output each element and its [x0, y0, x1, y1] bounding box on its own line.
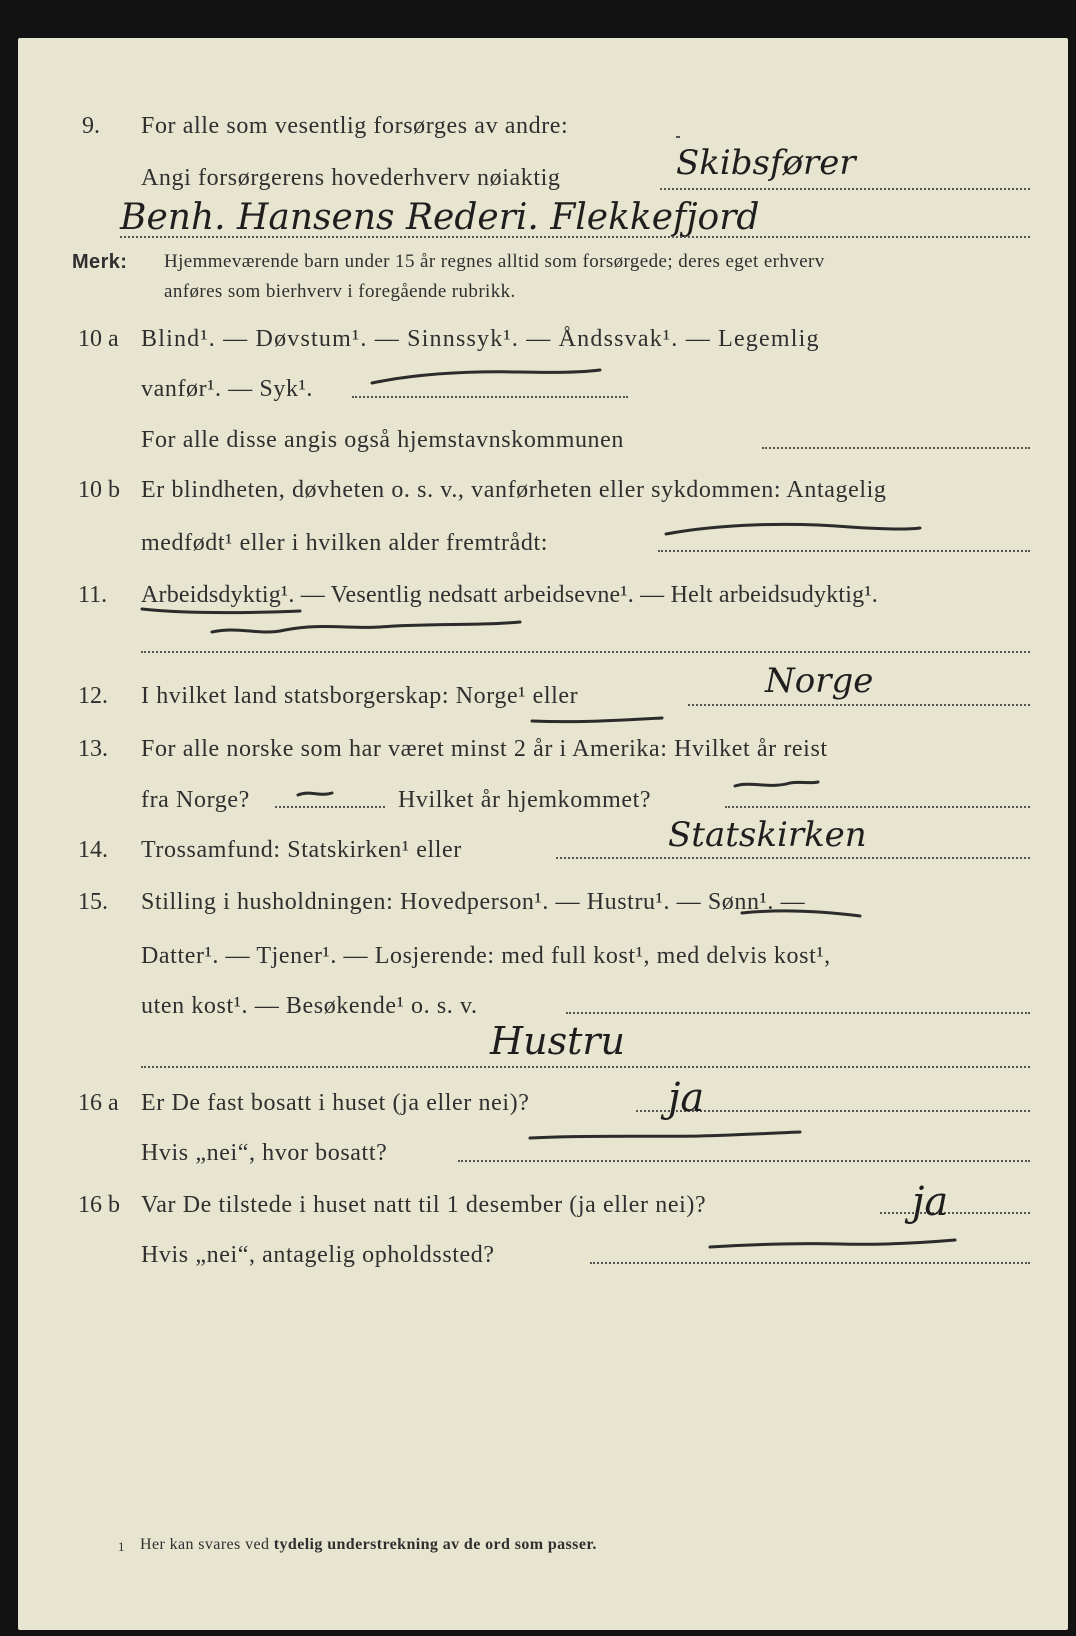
q16a-line1: Er De fast bosatt i huset (ja eller nei)?	[141, 1090, 530, 1116]
q10a-line2: vanfør¹. — Syk¹.	[141, 376, 313, 402]
q16a-answer: ja	[668, 1075, 705, 1121]
q16a-number: 16 a	[78, 1090, 119, 1116]
q15-number: 15.	[78, 889, 108, 915]
q15-answer-line2	[141, 1066, 1030, 1068]
q14-line1: Trossamfund: Statskirken¹ eller	[141, 837, 462, 863]
q14-number: 14.	[78, 837, 108, 863]
q11-number: 11.	[78, 582, 108, 608]
q16b-answer: ja	[912, 1179, 949, 1225]
q13-number: 13.	[78, 736, 108, 762]
q16a-line2: Hvis „nei“, hvor bosatt?	[141, 1140, 388, 1166]
q10a-hometown-line	[762, 447, 1030, 449]
merk-line1: Hjemmeværende barn under 15 år regnes alltid som forsørgede; deres eget erhverv	[164, 251, 825, 272]
q15-line3: uten kost¹. — Besøkende¹ o. s. v.	[141, 993, 478, 1019]
q13-left-year-line	[275, 806, 385, 808]
q10a-line1: Blind¹. — Døvstum¹. — Sinnssyk¹. — Åndssvak¹. — Legemlig	[141, 326, 820, 352]
q9-answer-line1	[676, 136, 680, 138]
q9-answer-employer: Benh. Hansens Rederi. Flekkefjord	[120, 197, 760, 238]
q9-question-line2: Angi forsørgerens hovederhverv nøiaktig	[141, 165, 561, 191]
q10b-number: 10 b	[78, 477, 120, 503]
q15-answer-line1	[566, 1012, 1030, 1014]
footnote-marker: 1	[118, 1539, 125, 1554]
footnote-text	[140, 1536, 597, 1554]
q13-line1: For alle norske som har været minst 2 år i Amerika: Hvilket år reist	[141, 736, 828, 762]
q16b-location-line	[590, 1262, 1030, 1264]
q15-answer: Hustru	[490, 1019, 626, 1063]
q9-answer-line2	[660, 188, 1030, 190]
q10a-line3: For alle disse angis også hjemstavnskommunen	[141, 427, 625, 453]
q10b-answer-line	[658, 550, 1030, 552]
q10a-answer-line	[352, 396, 628, 398]
q11-answer-line	[141, 651, 1030, 653]
q12-answer: Norge	[765, 661, 874, 701]
merk-label: Merk:	[72, 251, 128, 273]
q13-line2b: Hvilket år hjemkommet?	[398, 787, 652, 813]
q11-line1: Arbeidsdyktig¹. — Vesentlig nedsatt arbeidsevne¹. — Helt arbeidsudyktig¹.	[141, 582, 878, 608]
q12-line1: I hvilket land statsborgerskap: Norge¹ eller	[141, 683, 579, 709]
q9-answer-line3	[120, 236, 1030, 238]
q16a-residence-line	[458, 1160, 1030, 1162]
q16b-line2: Hvis „nei“, antagelig opholdssted?	[141, 1242, 495, 1268]
q16b-number: 16 b	[78, 1192, 120, 1218]
footnote-text-plain: Her kan svares ved	[140, 1536, 270, 1553]
q13-line2a: fra Norge?	[141, 787, 250, 813]
q12-number: 12.	[78, 683, 108, 709]
q14-answer-line	[556, 857, 1030, 859]
q15-line1: Stilling i husholdningen: Hovedperson¹. — Hustru¹. — Sønn¹. —	[141, 889, 806, 915]
q12-answer-line	[688, 704, 1030, 706]
q9-number: 9.	[82, 113, 100, 139]
q16b-line1: Var De tilstede i huset natt til 1 desember (ja eller nei)?	[141, 1192, 707, 1218]
q15-line2: Datter¹. — Tjener¹. — Losjerende: med full kost¹, med delvis kost¹,	[141, 943, 831, 969]
footnote-text-bold: tydelig understrekning av de ord som passer.	[273, 1536, 597, 1553]
merk-line2: anføres som bierhverv i foregående rubrikk.	[164, 281, 516, 302]
q10b-line2: medfødt¹ eller i hvilken alder fremtrådt:	[141, 530, 548, 556]
q10a-number: 10 a	[78, 326, 119, 352]
q9-answer-occupation: Skibsfører	[676, 143, 856, 183]
q10b-line1: Er blindheten, døvheten o. s. v., vanførheten eller sykdommen: Antagelig	[141, 477, 887, 503]
q9-question-line1: For alle som vesentlig forsørges av andre:	[141, 113, 569, 139]
q14-answer: Statskirken	[668, 815, 867, 855]
q13-returned-year-line	[725, 806, 1030, 808]
q16b-answer-line	[880, 1212, 1030, 1214]
